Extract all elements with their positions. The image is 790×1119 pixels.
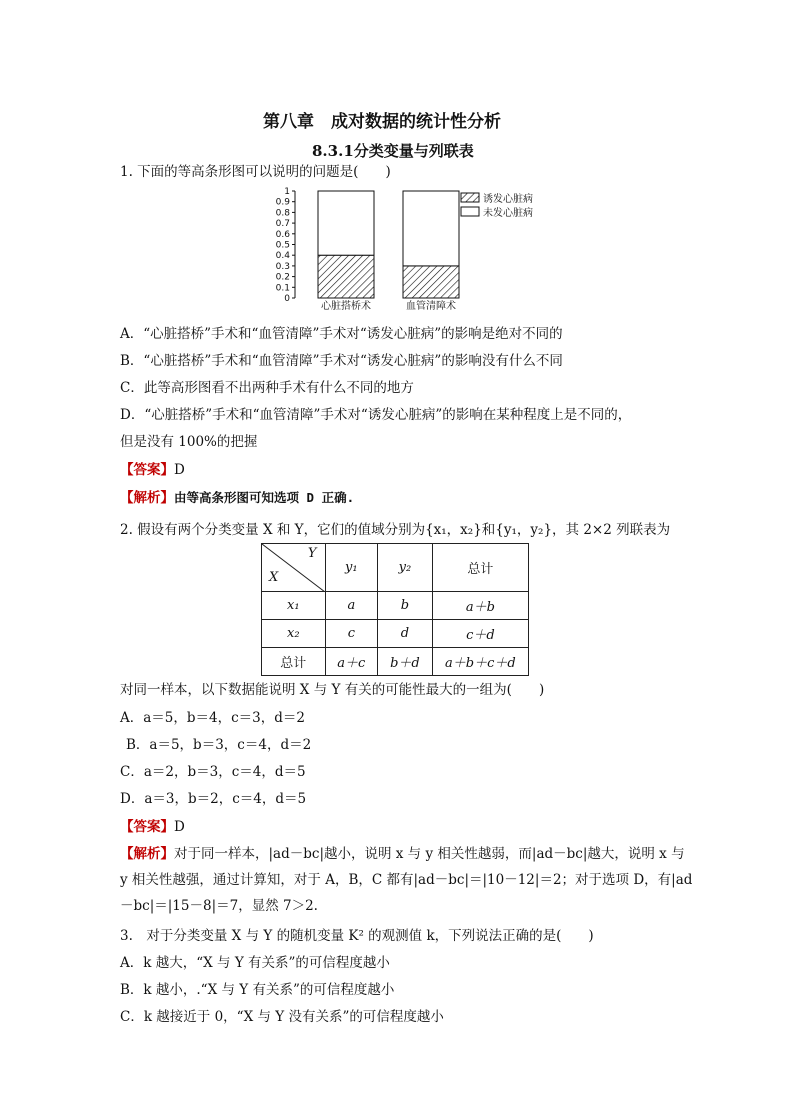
corner-y-label: Y xyxy=(307,546,317,561)
q1-option-b: B．“心脏搭桥”手术和“血管清障”手术对“诱发心脏病”的影响没有什么不同 xyxy=(120,353,563,369)
table-cell: x₂ xyxy=(262,620,326,648)
q1-option-a: A．“心脏搭桥”手术和“血管清障”手术对“诱发心脏病”的影响是绝对不同的 xyxy=(120,326,563,342)
table-header: 总计 xyxy=(432,544,528,592)
answer-tag: 【答案】 xyxy=(120,462,174,478)
table-header: y₂ xyxy=(378,544,433,592)
table-row xyxy=(262,648,529,676)
table-row xyxy=(262,620,529,648)
q1-explanation xyxy=(120,486,354,506)
legend-swatch xyxy=(461,193,479,202)
x-category-label: 心脏搭桥术 xyxy=(321,301,371,312)
legend-swatch xyxy=(461,207,479,216)
y-tick-label: 0.2 xyxy=(275,272,290,283)
explain-line: 对于同一样本，|ad－bc|越小，说明 x 与 y 相关性越弱，而|ad－bc|越大，说明 x 与 xyxy=(174,846,685,862)
explain-line: y 相关性越强，通过计算知，对于 A，B，C 都有|ad－bc|＝|10－12|＝2；对于选项 D，有|ad xyxy=(120,872,693,888)
table-cell: c xyxy=(325,620,378,648)
table-cell: a＋b＋c＋d xyxy=(432,648,528,676)
contingency-table xyxy=(261,543,529,676)
q2-option-d: D．a＝3，b＝2，c＝4，d＝5 xyxy=(120,791,307,807)
table-header: y₁ xyxy=(325,544,378,592)
stacked-bar-chart xyxy=(265,183,555,313)
explain-text: 由等高条形图可知选项 D 正确. xyxy=(174,490,355,505)
q3-stem: 3. 对于分类变量 X 与 Y 的随机变量 K² 的观测值 k，下列说法正确的是( ) xyxy=(120,928,594,944)
bar-segment-induced xyxy=(318,255,374,298)
bar-segment-not-induced xyxy=(318,191,374,255)
y-tick-label: 0.6 xyxy=(275,229,290,240)
q3-option-a: A．k 越大，“X 与 Y 有关系”的可信程度越小 xyxy=(120,955,390,971)
explain-tag: 【解析】 xyxy=(120,846,174,862)
q3-option-b: B．k 越小，.“X 与 Y 有关系”的可信程度越小 xyxy=(120,982,395,998)
x-category-label: 血管清障术 xyxy=(406,301,456,312)
answer-tag: 【答案】 xyxy=(120,819,174,835)
table-row xyxy=(262,592,529,620)
q2-explanation xyxy=(120,842,685,862)
q2-option-c: C．a＝2，b＝3，c＝4，d＝5 xyxy=(120,764,306,780)
q1-option-d-cont: 但是没有 100%的把握 xyxy=(120,434,258,450)
table-cell: a＋b xyxy=(432,592,528,620)
q2-answer xyxy=(120,815,185,835)
table-cell: a＋c xyxy=(325,648,378,676)
y-tick-label: 1 xyxy=(284,187,290,197)
q1-answer xyxy=(120,458,185,478)
q1-option-c: C．此等高形图看不出两种手术有什么不同的地方 xyxy=(120,380,414,396)
table-cell: b＋d xyxy=(378,648,433,676)
explain-line: －bc|＝|15－8|＝7，显然 7＞2. xyxy=(120,898,318,914)
q1-option-d: D．“心脏搭桥”手术和“血管清障”手术对“诱发心脏病”的影响在某种程度上是不同的， xyxy=(120,407,632,423)
q3-option-c: C．k 越接近于 0，“X 与 Y 没有关系”的可信程度越小 xyxy=(120,1009,444,1025)
y-tick-label: 0.8 xyxy=(275,208,290,219)
bar-segment-not-induced xyxy=(403,191,459,266)
table-cell: 总计 xyxy=(262,648,326,676)
y-tick-label: 0 xyxy=(284,294,290,304)
table-cell: a xyxy=(325,592,378,620)
page-title: 第八章 成对数据的统计性分析 xyxy=(263,112,501,132)
q2-option-a: A．a＝5，b＝4，c＝3，d＝2 xyxy=(120,710,305,726)
corner-x-label: X xyxy=(269,570,279,585)
legend-label: 未发心脏病 xyxy=(483,208,533,219)
q2-stem: 2. 假设有两个分类变量 X 和 Y，它们的值域分别为{x₁，x₂}和{y₁，y₂}，其 2×2 列联表为 xyxy=(120,522,671,538)
q2-option-b: B．a＝5，b＝3，c＝4，d＝2 xyxy=(126,737,312,753)
y-tick-label: 0.3 xyxy=(275,261,290,272)
answer-value: D xyxy=(174,462,185,478)
q1-stem: 1. 下面的等高条形图可以说明的问题是( ) xyxy=(120,164,391,180)
y-tick-label: 0.7 xyxy=(275,219,290,230)
y-tick-label: 0.4 xyxy=(275,251,290,262)
table-corner-cell xyxy=(262,544,326,592)
bar-segment-induced xyxy=(403,266,459,298)
table-cell: c＋d xyxy=(432,620,528,648)
y-tick-label: 0.1 xyxy=(275,283,290,294)
section-subtitle: 8.3.1分类变量与列联表 xyxy=(312,142,474,160)
table-cell: d xyxy=(378,620,433,648)
table-cell: b xyxy=(378,592,433,620)
legend-label: 诱发心脏病 xyxy=(483,194,533,205)
q2-after-table: 对同一样本，以下数据能说明 X 与 Y 有关的可能性最大的一组为( ) xyxy=(120,682,545,698)
y-tick-label: 0.5 xyxy=(275,240,290,251)
table-cell: x₁ xyxy=(262,592,326,620)
explain-tag: 【解析】 xyxy=(120,490,174,506)
answer-value: D xyxy=(174,819,185,835)
y-tick-label: 0.9 xyxy=(275,197,290,208)
